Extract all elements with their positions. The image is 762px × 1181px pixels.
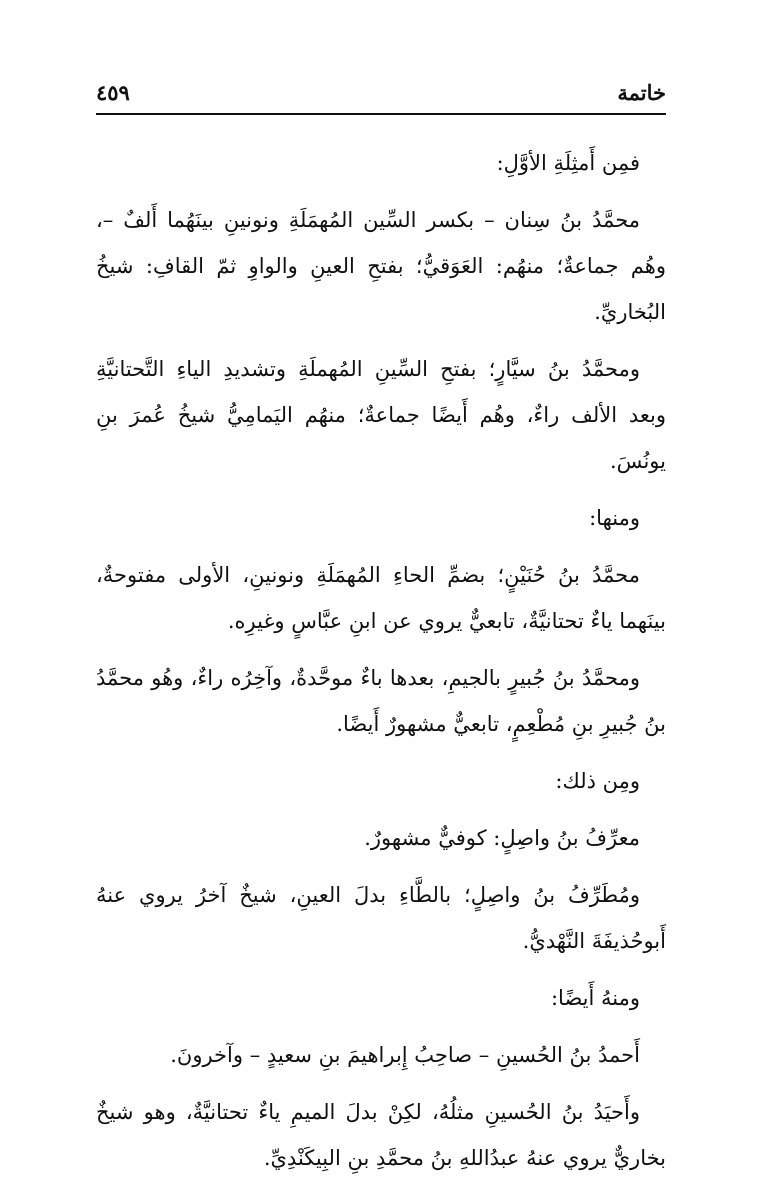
paragraph-muhammad-ibn-hunayn: محمَّدُ بنُ حُنَيْنٍ؛ بضمِّ الحاءِ المُهمَلَةِ ونونينِ، الأولى مفتوحةٌ، بينَهما ياءٌ تحتانيَّةٌ، تابعيٌّ يروي عن ابنِ عبَّاسٍ وغيرِه. <box>96 563 666 633</box>
paragraph-mutarrif-ibn-wasil: ومُطَرِّفُ بنُ واصِلٍ؛ بالطَّاءِ بدلَ العينِ، شيخٌ آخرُ يروي عنهُ أَبوحُذيفَةَ النَّهْديُّ. <box>96 883 666 953</box>
paragraph-muhammad-ibn-sayyar: ومحمَّدُ بنُ سيَّارٍ؛ بفتحِ السِّينِ المُهملَةِ وتشديدِ الياءِ التَّحتانيَّةِ وبعد الألف راءٌ، وهُم أَيضًا جماعةٌ؛ منهُم اليَمامِيُّ شيخُ عُمرَ بنِ يونُسَ. <box>96 357 666 473</box>
section-heading-first-examples: فمِن أَمثِلَةِ الأوَّلِ: <box>496 151 640 175</box>
paragraph-muarrif-ibn-wasil: معرِّفُ بنُ واصِلٍ: كوفيٌّ مشهورٌ. <box>364 826 640 850</box>
paragraph-muhammad-ibn-sinan: محمَّدُ بنُ سِنان – بكسر السِّين المُهمَلَةِ ونونينِ بينَهُما أَلفٌ –، وهُم جماعةٌ؛ منهُم: العَوَقيُّ؛ بفتحِ العينِ والواوِ ثمّ القافِ: شيخُ البُخاريِّ. <box>96 208 666 324</box>
page-number: ٤٥٩ <box>96 79 130 105</box>
paragraph-ahmad-ibn-al-husayn: أَحمدُ بنُ الحُسينِ – صاحِبُ إِبراهيمَ بنِ سعيدٍ – وآخرونَ. <box>170 1043 640 1067</box>
paragraph-muhammad-ibn-jubayr: ومحمَّدُ بنُ جُبيرٍ بالجيمِ، بعدها باءٌ موحَّدةٌ، وآخِرُه راءٌ، وهُو محمَّدُ بنُ جُبيرِ بنِ مُطْعِمٍ، تابعيٌّ مشهورٌ أَيضًا. <box>96 666 666 736</box>
header-rule <box>96 113 666 115</box>
section-heading-minha: ومنها: <box>589 506 640 530</box>
body-text <box>96 140 666 1181</box>
section-heading-min-dhalik: ومِن ذلك: <box>555 769 640 793</box>
paragraph-ahyad-ibn-al-husayn: وأَحيَدُ بنُ الحُسينِ مثلُهُ، لكِنْ بدلَ الميمِ ياءٌ تحتانيَّةٌ، وهو شيخٌ بخاريٌّ يروي عنهُ عبدُاللهِ بنُ محمَّدِ بنِ البِيكَنْدِيِّ. <box>96 1100 666 1170</box>
section-heading-minhu-aydan: ومنهُ أَيضًا: <box>550 986 640 1010</box>
chapter-title: خاتمة <box>617 79 666 105</box>
running-header <box>96 72 666 112</box>
